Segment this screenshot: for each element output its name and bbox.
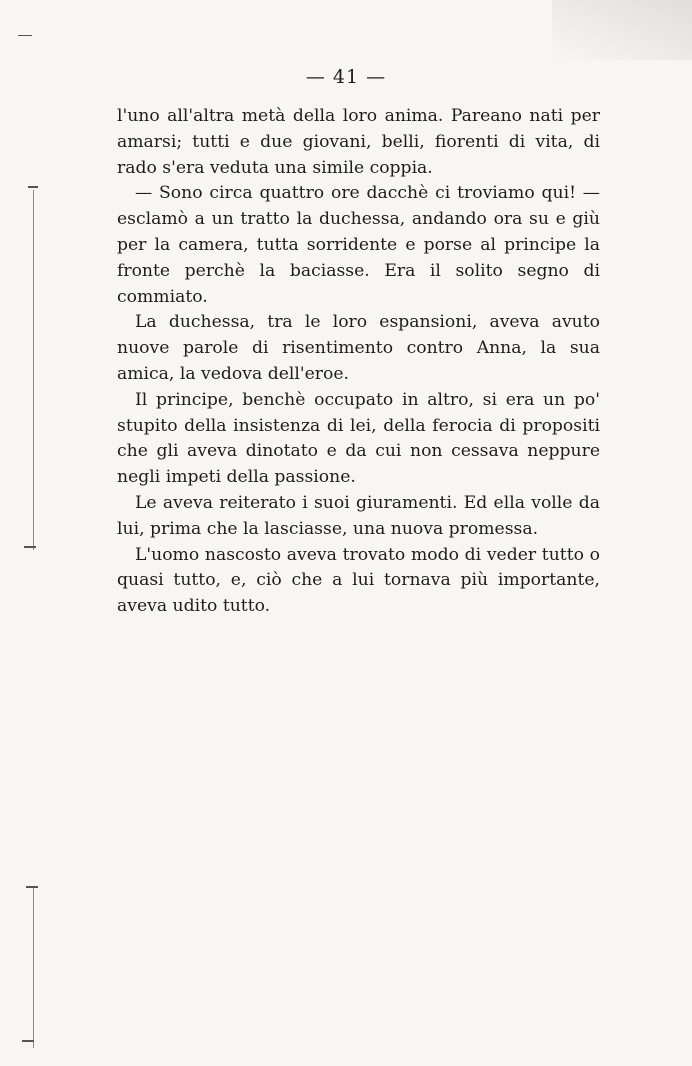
paragraph-3: La duchessa, tra le loro espansioni, aveva avuto nuove parole di risentimento contro Anna, la sua amica, la vedova dell'eroe. — [117, 312, 600, 384]
paragraph-6: L'uomo nascosto aveva trovato modo di veder tutto o quasi tutto, e, ciò che a lui tornava più importante, aveva udito tutto. — [117, 544, 600, 617]
paragraph-4: Il principe, benchè occupato in altro, si era un po' stupito della insistenza di lei, della ferocia di propositi che gli aveva dinotato e da cui non cessava neppure negli impeti della passione. — [117, 389, 600, 488]
margin-mark — [33, 888, 34, 1048]
paragraph-5: Le aveva reiterato i suoi giuramenti. Ed ella volle da lui, prima che la lasciasse, una nuova promessa. — [117, 492, 600, 539]
margin-mark — [26, 886, 38, 888]
scan-shadow — [552, 0, 692, 60]
body-text — [117, 104, 600, 620]
margin-mark — [28, 186, 38, 188]
margin-mark — [33, 190, 34, 550]
page-number: — 41 — — [305, 66, 387, 88]
paragraph-2: — Sono circa quattro ore dacchè ci troviamo qui! — esclamò a un tratto la duchessa, andando ora su e giù per la camera, tutta sorridente e porse al principe la fronte perchè la baciasse. Era il solito segno di commiato. — [117, 183, 600, 307]
margin-mark — [24, 546, 36, 548]
paragraph-1: l'uno all'altra metà della loro anima. Pareano nati per amarsi; tutti e due giovani, belli, fiorenti di vita, di rado s'era veduta una simile coppia. — [117, 106, 600, 178]
margin-mark — [18, 35, 32, 36]
margin-mark — [22, 1040, 34, 1042]
